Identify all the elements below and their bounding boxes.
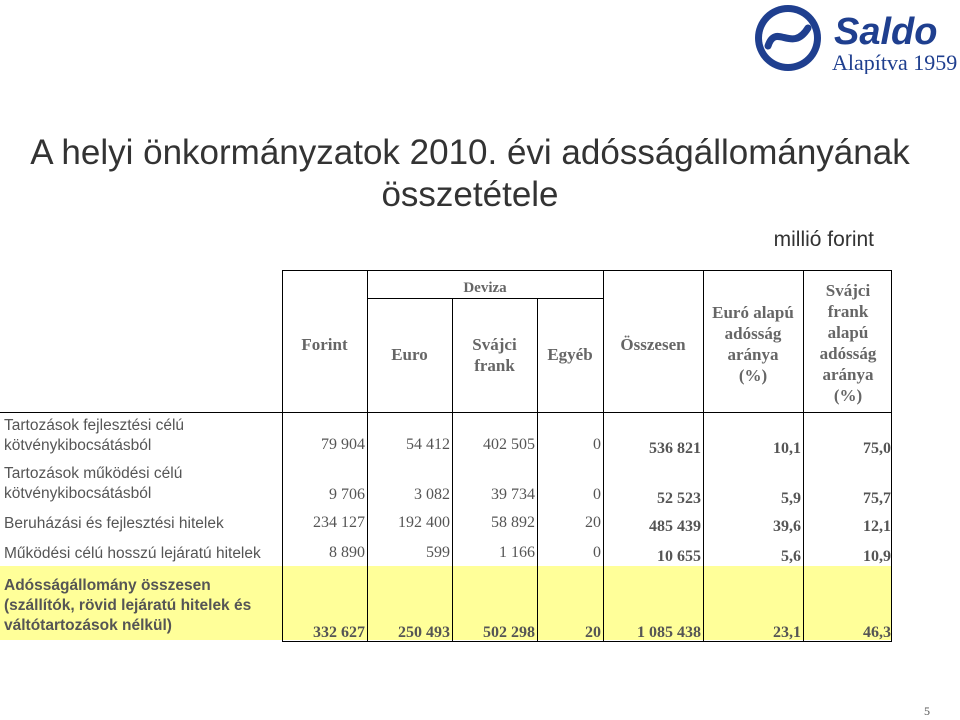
cell-chf-pct: 12,1 [863,518,891,535]
cell-egyeb: 0 [593,486,601,503]
page-title-line1: A helyi önkormányzatok 2010. évi adósságállományának [30,133,910,172]
cell-chf: 402 505 [483,436,535,453]
row-label: Beruházási és fejlesztési hitelek [4,515,224,532]
col-divider [891,270,892,642]
cell-chf: 502 298 [483,624,535,641]
row-label: Tartozások működési célú kötvénykibocsátásból [4,465,183,502]
cell-osszesen: 485 439 [649,518,701,535]
header-chf-arany: Svájci frank alapú adósság aránya (%) [819,281,877,405]
header-svajci-frank: Svájci frank [472,335,517,375]
cell-egyeb: 0 [593,544,601,561]
cell-forint: 234 127 [313,514,365,531]
page-title-line2: összetétele [381,175,559,214]
row-label-total: Adósságállomány összesen (szállítók, rövid lejáratú hitelek és váltótartozások nélkül) [4,577,252,634]
cell-osszesen: 536 821 [649,440,701,457]
saldo-logo-mark-icon [752,2,960,74]
row-label: Működési célú hosszú lejáratú hitelek [4,545,261,562]
header-euro: Euro [391,345,428,364]
cell-chf: 58 892 [491,514,535,531]
page-title [0,132,940,216]
unit-label: millió forint [773,228,874,251]
cell-forint: 9 706 [329,486,365,503]
row-label: Tartozások fejlesztési célú kötvénykibocsátásból [4,417,185,454]
cell-egyeb: 20 [585,624,601,641]
cell-euro: 599 [426,544,450,561]
cell-euro-pct: 10,1 [773,440,801,457]
cell-egyeb: 20 [585,514,601,531]
svg-text:Alapítva 1959: Alapítva 1959 [832,50,958,74]
header-euro-arany: Euró alapú adósság aránya (%) [712,303,794,385]
cell-euro-pct: 5,6 [781,548,801,565]
cell-forint: 8 890 [329,544,365,561]
saldo-logo [752,2,960,74]
cell-euro: 54 412 [406,436,450,453]
cell-euro: 3 082 [414,486,450,503]
header-forint: Forint [301,335,348,354]
cell-osszesen: 10 655 [657,548,701,565]
page-number: 5 [924,704,930,718]
cell-chf: 39 734 [491,486,535,503]
cell-osszesen: 52 523 [657,490,701,507]
cell-euro-pct: 39,6 [773,518,801,535]
cell-euro: 250 493 [398,624,450,641]
cell-chf-pct: 75,7 [863,490,891,507]
cell-chf-pct: 10,9 [863,548,891,565]
header-bottom-border [0,412,892,413]
cell-chf: 1 166 [499,544,535,561]
cell-forint: 79 904 [321,436,365,453]
cell-osszesen: 1 085 438 [637,624,701,641]
cell-egyeb: 0 [593,436,601,453]
cell-chf-pct: 75,0 [863,440,891,457]
svg-text:Saldo: Saldo [834,11,938,53]
table-bottom-border [282,641,892,642]
cell-euro-pct: 5,9 [781,490,801,507]
col-divider [282,270,283,642]
cell-chf-pct: 46,3 [863,624,891,641]
cell-forint: 332 627 [313,624,365,641]
header-osszesen: Összesen [620,335,686,354]
col-divider [367,270,368,642]
header-top-border [282,270,892,271]
header-egyeb: Egyéb [547,345,593,364]
cell-euro: 192 400 [398,514,450,531]
cell-euro-pct: 23,1 [773,624,801,641]
header-deviza: Deviza [463,280,507,296]
